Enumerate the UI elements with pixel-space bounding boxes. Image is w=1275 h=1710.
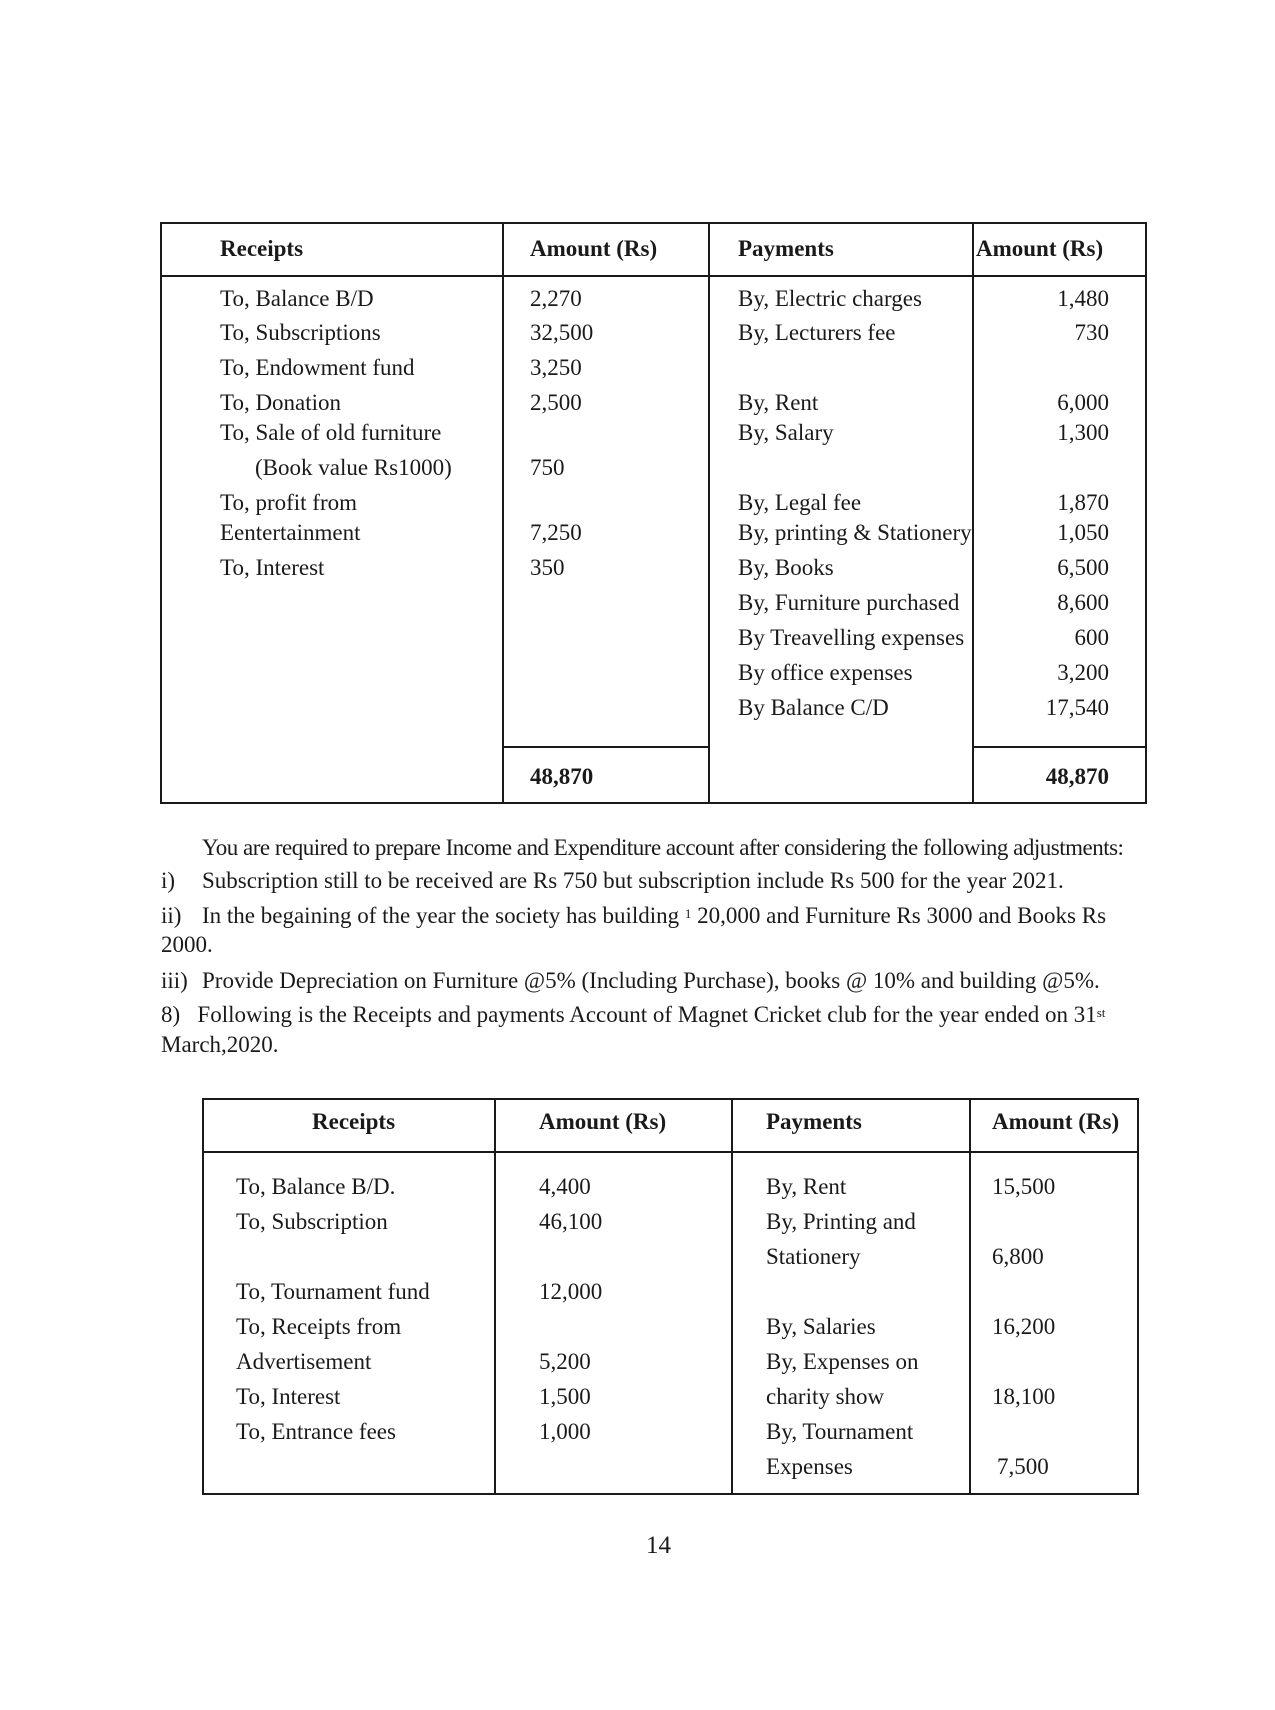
receipt-amount: 32,500 bbox=[530, 320, 594, 345]
receipt-label: To, Balance B/D. bbox=[236, 1174, 396, 1199]
header-receipts: Receipts bbox=[312, 1109, 396, 1134]
page-number: 14 bbox=[646, 1532, 671, 1559]
adjustment-2-continued: 2000. bbox=[161, 932, 213, 957]
receipt-label: To, Subscription bbox=[236, 1209, 388, 1234]
receipt-label: Advertisement bbox=[236, 1349, 372, 1374]
receipt-amount: 7,250 bbox=[530, 520, 582, 545]
receipt-amount: 1,000 bbox=[539, 1419, 591, 1444]
adjustment-1: Subscription still to be received are Rs 750 but subscription include Rs 500 for the year 2021. bbox=[202, 868, 1064, 893]
payment-amount: 600 bbox=[1074, 625, 1109, 650]
payment-amount: 6,800 bbox=[992, 1244, 1044, 1269]
receipt-label: To, Endowment fund bbox=[220, 355, 415, 380]
payment-label: By, printing & Stationery bbox=[738, 520, 972, 545]
adjustment-2 bbox=[202, 901, 1106, 931]
payment-label: By, Expenses on bbox=[766, 1349, 919, 1374]
column-divider bbox=[972, 224, 974, 802]
receipt-amount: 350 bbox=[530, 555, 565, 580]
adjustment-3: Provide Depreciation on Furniture @5% (Including Purchase), books @ 10% and building @5%. bbox=[202, 968, 1100, 993]
receipt-label: To, Receipts from bbox=[236, 1314, 402, 1339]
column-divider bbox=[969, 1100, 971, 1493]
receipt-amount: 1,500 bbox=[539, 1384, 591, 1409]
receipt-amount: 3,250 bbox=[530, 355, 582, 380]
header-amount-receipts: Amount (Rs) bbox=[530, 236, 658, 261]
receipt-label: To, Interest bbox=[220, 555, 325, 580]
receipts-payments-table-1 bbox=[160, 222, 1147, 804]
receipt-amount: 2,500 bbox=[530, 390, 582, 415]
receipt-label: To, profit from bbox=[220, 490, 358, 515]
payment-amount: 17,540 bbox=[1045, 695, 1109, 720]
payment-amount: 7,500 bbox=[997, 1454, 1049, 1479]
receipt-amount: 4,400 bbox=[539, 1174, 591, 1199]
payment-label: By Balance C/D bbox=[738, 695, 889, 720]
payment-label: Stationery bbox=[766, 1244, 861, 1269]
item-number: iii) bbox=[161, 968, 188, 993]
column-divider bbox=[731, 1100, 733, 1493]
payment-label: By office expenses bbox=[738, 660, 913, 685]
instructions-intro: You are required to prepare Income and Expenditure account after considering the following adjustments: bbox=[202, 835, 1124, 860]
receipt-amount: 12,000 bbox=[539, 1279, 603, 1304]
payment-amount: 15,500 bbox=[992, 1174, 1056, 1199]
receipt-label: To, Interest bbox=[236, 1384, 341, 1409]
receipt-label: To, Sale of old furniture bbox=[220, 420, 442, 445]
payment-amount: 6,500 bbox=[1057, 555, 1109, 580]
header-rule bbox=[162, 275, 1145, 277]
payment-label: By, Legal fee bbox=[738, 490, 862, 515]
payment-amount: 16,200 bbox=[992, 1314, 1056, 1339]
question-8-continued: March,2020. bbox=[161, 1032, 279, 1057]
question-8-text: 8) Following is the Receipts and payments Account of Magnet Cricket club for the year ended on 31 bbox=[161, 1002, 1097, 1027]
header-amount-receipts: Amount (Rs) bbox=[539, 1109, 667, 1134]
payment-label: By, Printing and bbox=[766, 1209, 916, 1234]
column-divider bbox=[708, 224, 710, 802]
payment-amount: 1,050 bbox=[1057, 520, 1109, 545]
receipts-payments-table-2 bbox=[202, 1098, 1139, 1495]
payment-label: By, Salary bbox=[738, 420, 834, 445]
header-amount-payments: Amount (Rs) bbox=[976, 236, 1104, 261]
header-receipts: Receipts bbox=[220, 236, 304, 261]
question-8 bbox=[161, 1000, 1105, 1030]
payment-amount: 6,000 bbox=[1057, 390, 1109, 415]
superscript: 1 bbox=[684, 906, 692, 921]
receipt-label: To, Entrance fees bbox=[236, 1419, 396, 1444]
payment-label: Expenses bbox=[766, 1454, 853, 1479]
header-payments: Payments bbox=[738, 236, 834, 261]
adjustment-2-text: 20,000 and Furniture Rs 3000 and Books Rs bbox=[697, 903, 1107, 928]
total-rule bbox=[972, 746, 1145, 748]
receipt-amount: 750 bbox=[530, 455, 565, 480]
receipt-label: To, Subscriptions bbox=[220, 320, 381, 345]
column-divider bbox=[502, 224, 504, 802]
receipt-amount: 2,270 bbox=[530, 286, 582, 311]
payment-label: By, Rent bbox=[738, 390, 819, 415]
item-number: i) bbox=[161, 868, 176, 893]
payment-amount: 3,200 bbox=[1057, 660, 1109, 685]
receipt-label: Eentertainment bbox=[220, 520, 361, 545]
payment-label: By, Books bbox=[738, 555, 834, 580]
receipt-label: (Book value Rs1000) bbox=[255, 455, 452, 480]
total-rule bbox=[502, 746, 708, 748]
payment-label: By, Electric charges bbox=[738, 286, 922, 311]
superscript: st bbox=[1096, 1005, 1106, 1020]
receipt-amount: 5,200 bbox=[539, 1349, 591, 1374]
receipt-label: To, Donation bbox=[220, 390, 342, 415]
receipt-label: To, Balance B/D bbox=[220, 286, 374, 311]
payment-label: By, Lecturers fee bbox=[738, 320, 896, 345]
payment-amount: 8,600 bbox=[1057, 590, 1109, 615]
payment-label: charity show bbox=[766, 1384, 885, 1409]
payment-amount: 1,300 bbox=[1057, 420, 1109, 445]
adjustment-2-text: In the begaining of the year the society has building bbox=[202, 903, 680, 928]
header-rule bbox=[204, 1151, 1137, 1153]
item-number: ii) bbox=[161, 903, 182, 928]
total-receipts: 48,870 bbox=[530, 764, 594, 789]
header-payments: Payments bbox=[766, 1109, 862, 1134]
payment-label: By Treavelling expenses bbox=[738, 625, 965, 650]
payment-label: By, Furniture purchased bbox=[738, 590, 960, 615]
payment-label: By, Salaries bbox=[766, 1314, 876, 1339]
payment-label: By, Rent bbox=[766, 1174, 847, 1199]
payment-amount: 18,100 bbox=[992, 1384, 1056, 1409]
column-divider bbox=[494, 1100, 496, 1493]
receipt-amount: 46,100 bbox=[539, 1209, 603, 1234]
payment-amount: 730 bbox=[1074, 320, 1109, 345]
payment-label: By, Tournament bbox=[766, 1419, 914, 1444]
payment-amount: 1,480 bbox=[1057, 286, 1109, 311]
receipt-label: To, Tournament fund bbox=[236, 1279, 430, 1304]
total-payments: 48,870 bbox=[1045, 764, 1109, 789]
payment-amount: 1,870 bbox=[1057, 490, 1109, 515]
header-amount-payments: Amount (Rs) bbox=[992, 1109, 1120, 1134]
